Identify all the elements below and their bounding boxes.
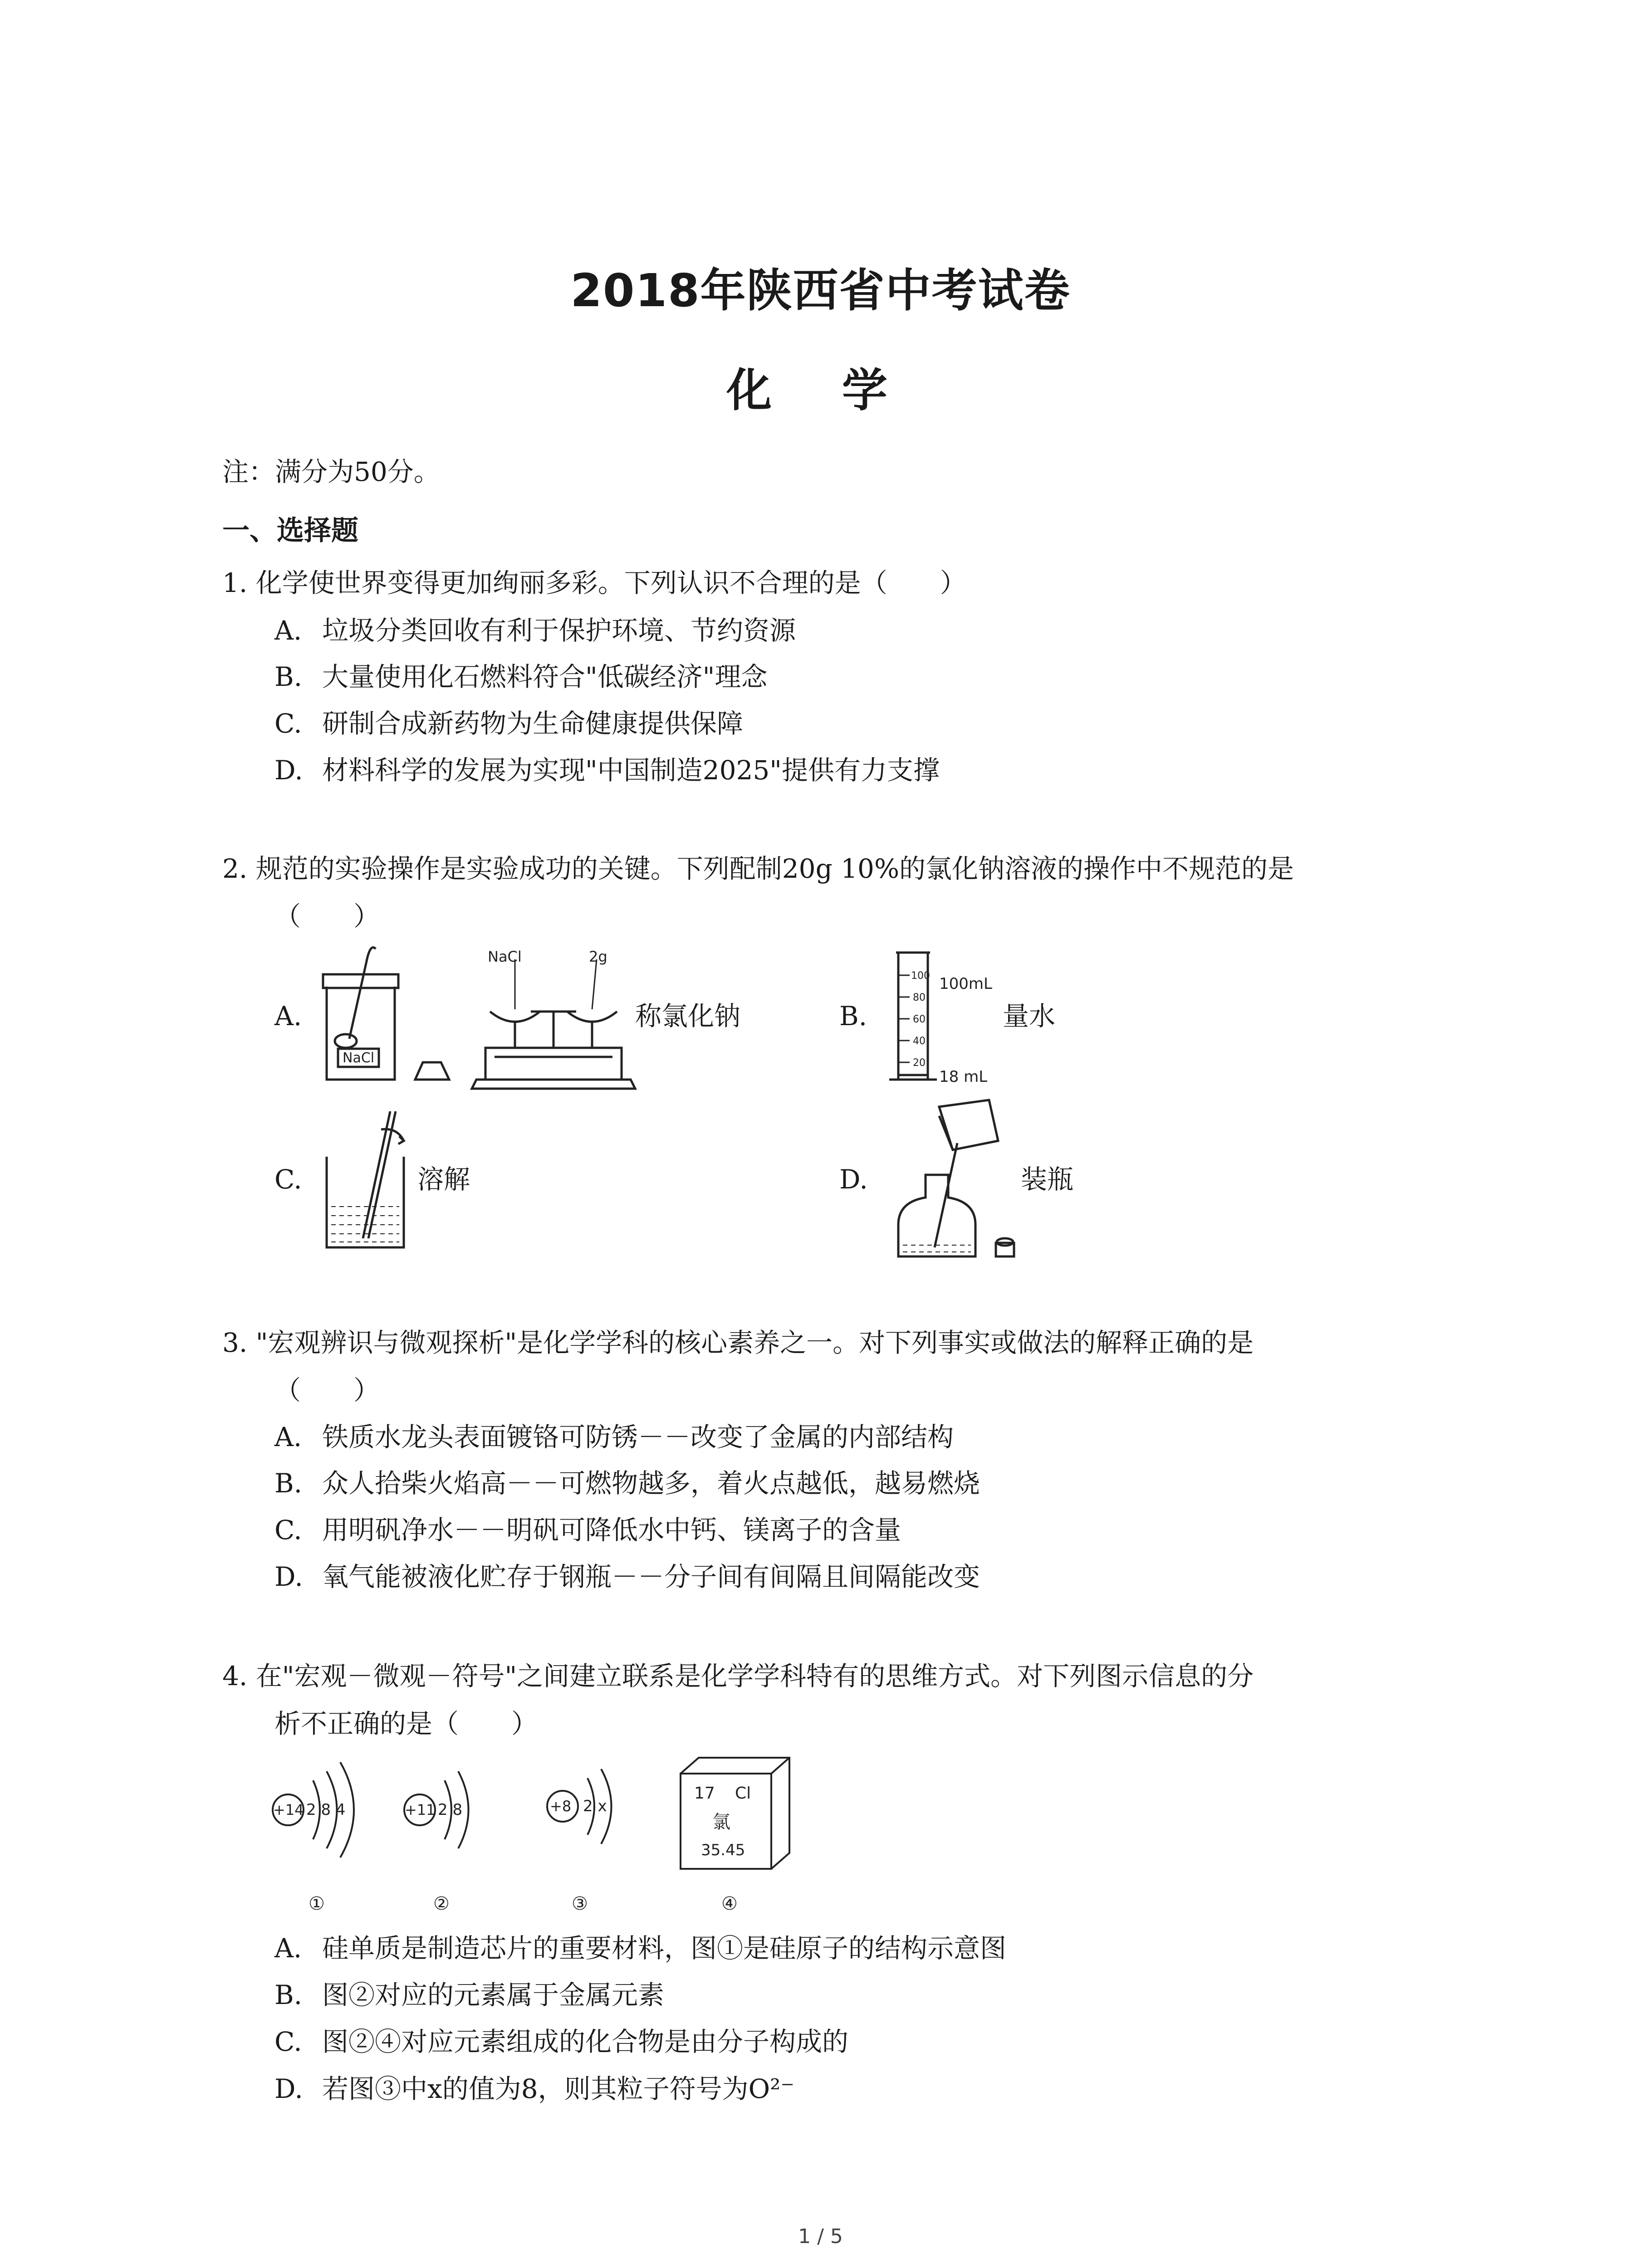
subject-title: 化 学 <box>726 364 915 417</box>
q2-stem-line2: （ ） <box>274 901 380 932</box>
q1-option-c <box>274 705 743 742</box>
q3-option-a <box>274 1419 954 1455</box>
section-heading: 一、选择题 <box>222 515 358 547</box>
bottle-label: NaCl <box>343 1050 375 1066</box>
option-letter: A. <box>274 1422 302 1452</box>
figure-number: ③ <box>572 1893 588 1914</box>
tick-label: 80 <box>913 992 926 1003</box>
option-text: 图②对应的元素属于金属元素 <box>322 1980 665 2010</box>
atomic-number: 17 <box>694 1784 715 1803</box>
option-letter: D. <box>274 2073 303 2104</box>
nucleus-label: +14 <box>273 1801 304 1818</box>
element-symbol: Cl <box>735 1784 751 1803</box>
q2-stem-line1: 2. 规范的实验操作是实验成功的关键。下列配制20g 10%的氯化钠溶液的操作中不规范的是 <box>222 853 1294 884</box>
option-letter: A. <box>274 615 302 646</box>
shell-electrons: 2 x <box>583 1797 607 1815</box>
q3-stem-line2: （ ） <box>274 1375 380 1406</box>
q1-option-d <box>274 752 940 788</box>
option-letter: D. <box>274 1561 303 1592</box>
exam-title: 2018年陕西省中考试卷 <box>570 264 1071 317</box>
q3-option-c <box>274 1512 901 1548</box>
nucleus-label: +8 <box>550 1798 572 1815</box>
option-text: 用明矾净水－－明矾可降低水中钙、镁离子的含量 <box>322 1515 901 1545</box>
page-number: 1 / 5 <box>798 2225 843 2248</box>
option-text: 铁质水龙头表面镀铬可防锈－－改变了金属的内部结构 <box>322 1422 954 1452</box>
q3-stem-line1: 3. "宏观辨识与微观探析"是化学学科的核心素养之一。对下列事实或做法的解释正确的是 <box>222 1327 1254 1358</box>
q4-option-b <box>274 1977 664 2013</box>
option-text: 材料科学的发展为实现"中国制造2025"提供有力支撑 <box>322 755 940 786</box>
reading-label: 18 mL <box>939 1068 988 1086</box>
figure-number: ④ <box>721 1893 738 1914</box>
q4-option-d <box>274 2071 794 2107</box>
bottling-figure <box>885 1098 1030 1266</box>
q1-option-a <box>274 612 796 649</box>
q2-option-c-letter: C. <box>274 1164 302 1195</box>
option-text: 研制合成新药物为生命健康提供保障 <box>322 708 744 739</box>
q2-option-c-text: 溶解 <box>417 1164 470 1195</box>
option-letter: B. <box>274 661 303 692</box>
score-note: 注：满分为50分。 <box>222 456 440 487</box>
option-text: 硅单质是制造芯片的重要材料，图①是硅原子的结构示意图 <box>322 1933 1007 1964</box>
tick-label: 60 <box>913 1014 926 1025</box>
option-text: 众人拾柴火焰高－－可燃物越多，着火点越低，越易燃烧 <box>322 1468 980 1499</box>
balance-weighing-figure <box>318 943 644 1098</box>
option-letter: B. <box>274 1980 303 2010</box>
option-letter: B. <box>274 1468 303 1499</box>
atomic-mass: 35.45 <box>701 1841 745 1859</box>
q2-option-d-text: 装瓶 <box>1021 1164 1074 1195</box>
nucleus-label: +11 <box>405 1801 436 1818</box>
left-pan-label: NaCl <box>488 948 522 965</box>
q3-option-b <box>274 1465 980 1501</box>
shell-electrons: 2 8 <box>438 1801 463 1819</box>
q2-option-a-text: 称氯化钠 <box>635 1001 741 1031</box>
figure-number: ② <box>433 1893 450 1914</box>
q4-stem-line2: 析不正确的是（ ） <box>274 1708 538 1739</box>
option-text: 图②④对应元素组成的化合物是由分子构成的 <box>322 2026 849 2057</box>
option-text: 氧气能被液化贮存于钢瓶－－分子间有间隔且间隔能改变 <box>322 1561 980 1592</box>
option-text: 若图③中x的值为8，则其粒子符号为O²⁻ <box>322 2073 795 2104</box>
option-letter: C. <box>274 2026 302 2057</box>
figure-number: ① <box>309 1893 325 1914</box>
q1-option-b <box>274 659 767 695</box>
tick-label: 20 <box>913 1057 926 1069</box>
tick-label: 100 <box>911 970 930 982</box>
q2-option-a-letter: A. <box>274 1001 302 1031</box>
right-pan-label: 2g <box>589 948 607 965</box>
option-letter: C. <box>274 708 302 739</box>
q3-option-d <box>274 1559 980 1595</box>
q4-option-c <box>274 2024 848 2060</box>
option-letter: C. <box>274 1515 302 1545</box>
q2-option-b-text: 量水 <box>1003 1001 1056 1031</box>
q2-option-b-letter: B. <box>839 1001 867 1031</box>
element-name: 氯 <box>712 1812 730 1833</box>
shell-electrons: 2 8 4 <box>306 1801 346 1819</box>
option-text: 大量使用化石燃料符合"低碳经济"理念 <box>322 661 768 692</box>
option-letter: A. <box>274 1933 302 1964</box>
q4-stem-line1: 4. 在"宏观－微观－符号"之间建立联系是化学学科特有的思维方式。对下列图示信息的分 <box>222 1661 1254 1691</box>
dissolving-figure <box>318 1102 417 1256</box>
cylinder-capacity-label: 100mL <box>939 975 992 993</box>
tick-label: 40 <box>913 1036 926 1047</box>
q4-option-a <box>274 1930 1006 1966</box>
option-text: 垃圾分类回收有利于保护环境、节约资源 <box>322 615 796 646</box>
option-letter: D. <box>274 755 303 786</box>
atomic-structure-figure <box>263 1755 853 1923</box>
q2-option-d-letter: D. <box>839 1164 868 1195</box>
q1-stem: 1. 化学使世界变得更加绚丽多彩。下列认识不合理的是（ ） <box>222 567 966 598</box>
